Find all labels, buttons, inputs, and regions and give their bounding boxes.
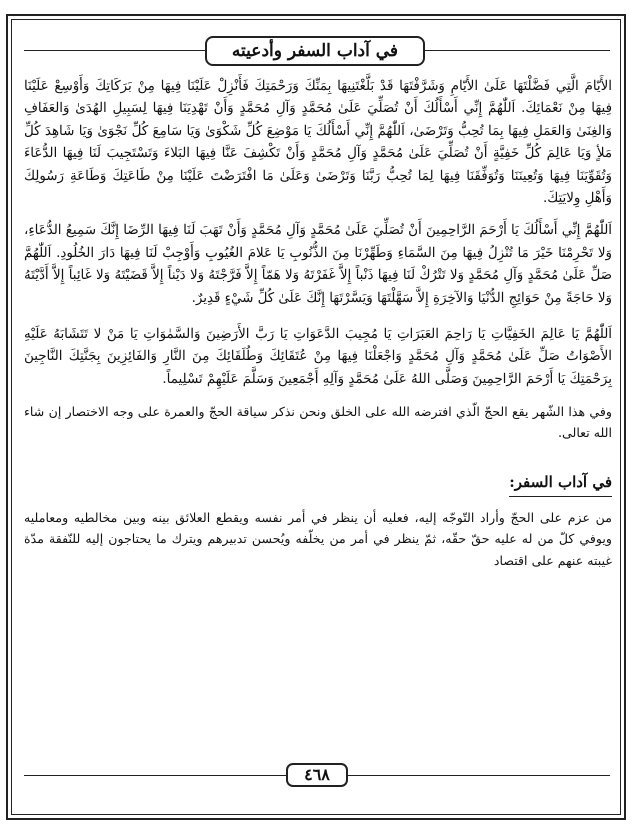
section-heading: في آداب السفر: xyxy=(509,471,612,496)
running-header-title: في آداب السفر وأدعيته xyxy=(231,41,399,61)
section-body-paragraph: من عزم على الحجّ وأراد التّوجّه إليه، فعليه أن ينظر في أمر نفسه ويقطع العلائق بينه وبين مخالطيه ومعامليه ويوفي كلّ من له عليه حقّ حقّه، ثمّ ينظر في أمر من يخلّفه ويُحسن تدبيرهم ويترك ما يحتاجون إليه للنّفقة مدّة غيبته عنهم على اقتصاد xyxy=(24,509,612,568)
running-header xyxy=(205,36,425,66)
page-number: ٤٦٨ xyxy=(304,765,330,784)
page-content xyxy=(24,76,612,571)
page-number-box xyxy=(286,763,348,787)
dua-paragraph-1: الأَيّامَ الَّتِي فَضَّلْتَهَا عَلَىٰ الأَيّامِ وَشَرَّفْتَهَا قَدْ بَلَّغْتَنِيهَا بِمَنِّكَ وَرَحْمَتِكَ فَأَنْزِلْ عَلَيْنَا فِيهَا مِنْ بَرَكَاتِكَ وَأَوْسِعْ عَلَيْنَا فِيهَا مِنْ نَعْمَائِكَ. اَللّٰهُمَّ إِنِّي أَسْأَلُكَ أَنْ تُصَلِّيَ عَلَىٰ مُحَمَّدٍ وَآلِ مُحَمَّدٍ وَأَنْ تَهْدِيَنَا فِيهَا لِسَبِيلِ الهُدَىٰ وَالعَفَافِ وَالغِنَىٰ وَالعَمَلِ فِيهَا بِمَا تُحِبُّ وَتَرْضَىٰ، اَللّٰهُمَّ إِنِّي أَسْأَلُكَ يَا مَوْضِعَ كُلِّ شَكْوَىٰ وَيَا سَامِعَ كُلِّ نَجْوَىٰ وَيَا شَاهِدَ كُلِّ مَلأٍ وَيَا عَالِمَ كُلِّ خَفِيَّةٍ أَنْ تُصَلِّيَ عَلَىٰ مُحَمَّدٍ وَآلِ مُحَمَّدٍ وَأَنْ تَكْشِفَ عَنَّا فِيهَا البَلاءَ وَتَسْتَجِيبَ لَنَا فِيهَا الدُّعَاءَ وَتُقَوِّيَنَا فِيهَا وَتُعِينَنَا وَتُوَفِّقَنَا فِيهَا لِمَا تُحِبُّ رَبَّنَا وَتَرْضَىٰ وَعَلَىٰ مَا افْتَرَضْتَ عَلَيْنَا مِنْ طَاعَتِكَ وَطَاعَةِ رَسُولِكَ وَأَهْلِ وِلايَتِكَ. xyxy=(24,79,612,207)
dua-paragraph-3: اَللّٰهُمَّ يَا عَالِمَ الخَفِيَّاتِ يَا رَاحِمَ العَبَرَاتِ يَا مُجِيبَ الدَّعَوَاتِ يَا رَبَّ الأَرَضِينَ وَالسَّمٰوَاتِ يَا مَنْ لا تَتَشَابَهُ عَلَيْهِ الأَصْوَاتُ صَلِّ عَلَىٰ مُحَمَّدٍ وَآلِ مُحَمَّدٍ وَاجْعَلْنَا فِيهَا مِنْ عُتَقَائِكَ وَطُلَقَائِكَ مِنَ النَّارِ وَالفَائِزِينَ بِجَنَّتِكَ النَّاجِينَ بِرَحْمَتِكَ يَا أَرْحَمَ الرَّاحِمِينَ وَصَلَّى اللهُ عَلَىٰ مُحَمَّدٍ وَآلِهِ أَجْمَعِينَ وَسَلَّمَ عَلَيْهِمْ تَسْلِيماً. xyxy=(24,327,612,387)
dua-paragraph-2: اَللّٰهُمَّ إِنِّي أَسْأَلُكَ يَا أَرْحَمَ الرَّاحِمِينَ أَنْ تُصَلِّيَ عَلَىٰ مُحَمَّدٍ وَآلِ مُحَمَّدٍ وَأَنْ تَهَبَ لَنَا فِيهَا الرِّضَا إِنَّكَ سَمِيعُ الدُّعَاءِ، وَلا تَحْرِمْنَا خَيْرَ مَا تُنْزِلُ فِيهَا مِنَ السَّمَاءِ وَطَهِّرْنَا مِنَ الذُّنُوبِ يَا عَلامَ الغُيُوبِ وَأَوْجِبْ لَنَا فِيهَا دَارَ الخُلُودِ. اَللّٰهُمَّ صَلِّ عَلَىٰ مُحَمَّدٍ وَآلِ مُحَمَّدٍ وَلا تَتْرُكْ لَنَا فِيهَا ذَنْباً إِلاَّ غَفَرْتَهُ وَلا هَمّاً إِلاَّ فَرَّجْتَهُ وَلا دَيْناً إِلاَّ قَضَيْتَهُ وَلا غَائِباً إِلاَّ أَدَّيْتَهُ وَلا حَاجَةً مِنْ حَوَائِجِ الدُّنْيَا وَالآخِرَةِ إِلاَّ سَهَّلْتَهَا وَيَسَّرْتَهَا إِنَّكَ عَلَىٰ كُلِّ شَيْءٍ قَدِيرٌ. xyxy=(24,223,612,306)
hajj-note-paragraph: وفي هذا الشّهر يقع الحجّ الّذي افترضه الله على الخلق ونحن نذكر سياقة الحجّ والعمرة على وجه الاختصار إن شاء الله تعالى. xyxy=(24,404,612,441)
